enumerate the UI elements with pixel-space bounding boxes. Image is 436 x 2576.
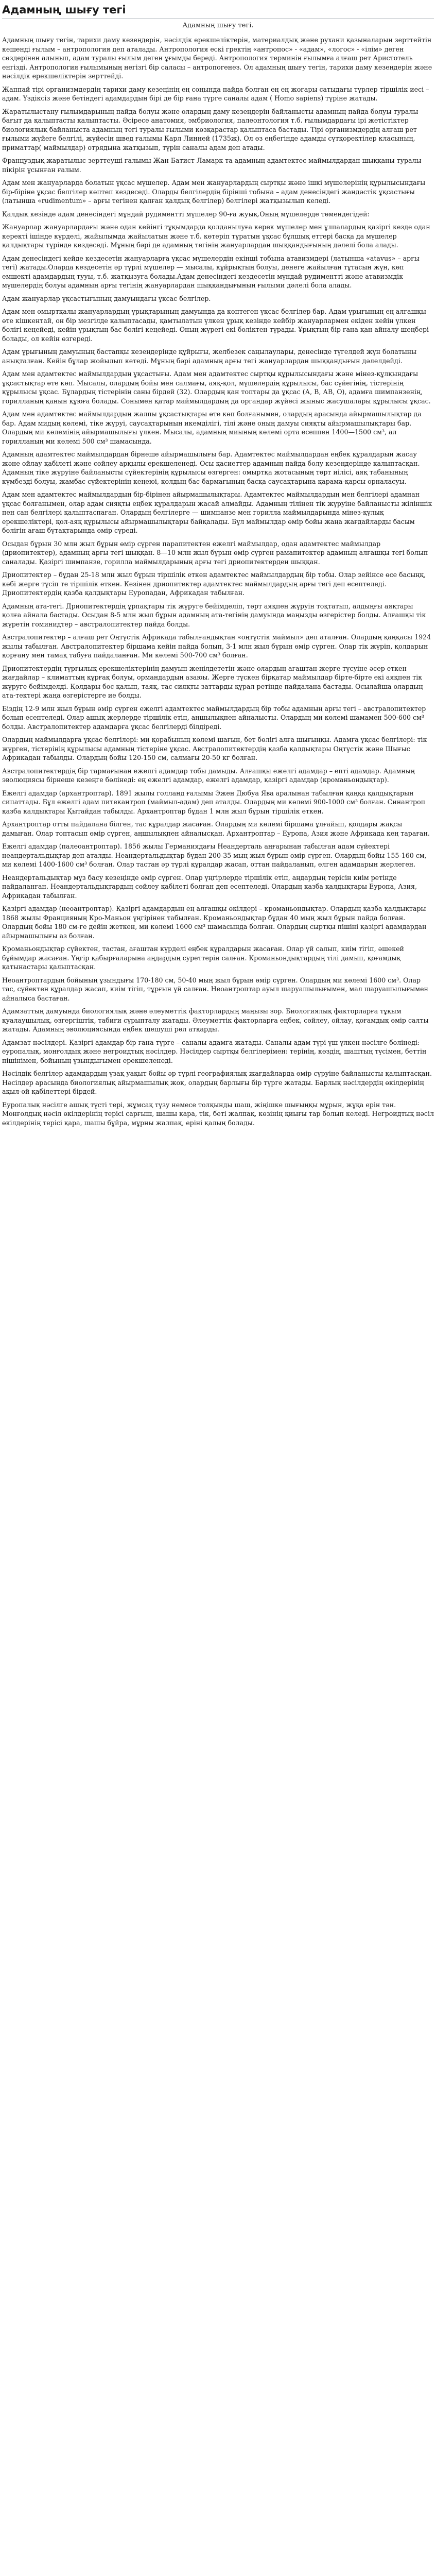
- page-subtitle: Адамның шығу тегі.: [182, 22, 254, 30]
- paragraph: Адам мен адамтектес маймылдардың бір-бірінен айырмашылықтары. Адамтектес маймылдардың мен белгілері адамнан ұқсас болғанымен, олар адам сияқты еңбек құралдарын жасай алмайды. Адамның тілінен тік жүруіне байланысты жіліншік пен сан белгілері қалыптаспаған. Олардың белгілерге — шимпанзе мен горилла маймылдарында мінез-құлық ерекшеліктері, қол-аяқ құрылысы айырмашылықтары байқалады. Бұл маймылдар өмір бойы жаңа жағдайларды басым бөлігін ағаш бұтақтарында өмір сүреді.: [2, 490, 432, 535]
- paragraph: Адам мен адамтектес маймылдардың жалпы ұқсастықтары өте көп болғанымен, олардың арасында айырмашылықтар да бар. Адам мидың көлемі, тіке жүруі, саусақтарының икемділігі, тілі және оның дамуы сияқты айырмашылықтары бар. Олардың ми көлемінің айырмашылығы үлкен. Мысалы, адамның миының көлемі орта есеппен 1400—1500 см³, ал горилланың ми көлемі 500 см³ шамасында.: [2, 410, 422, 445]
- paragraph: Адамзат нәсілдері. Қазіргі адамдар бір ғана түрге – саналы адамға жатады. Саналы адам түрі үш үлкен нәсілге бөлінеді: еуропалық, монғолдық және негроидтық нәсілдер. Нәсілдер сыртқы белгілерімен: терінің, көздің, шаштың түсімен, беттің пішінімен, бойының ұзындығымен ерекшеленеді.: [2, 1038, 427, 1064]
- paragraph: Қазіргі адамдар (неоантроптар). Қазіргі адамдардың ең алғашқы өкілдері – кроманьондықтар. Олардың қазба қалдықтары 1868 жылы Францияның Кро-Маньон үңгірінен табылған. Кроманьондықтар бұдан 40 мың жыл бұрын пайда болған. Олардың бойы 180 см-ге дейін жеткен, ми көлемі 1600 см³ шамасында болған. Олардың сыртқы пішіні қазіргі адамдардан айырмашылығы аз болған.: [2, 905, 427, 940]
- paragraph: Осыдан бұрын 30 млн жыл бұрын өмір сүрген парапитектен ежелгі маймылдар, одан адамтектес маймылдар (дриопитектер), адамның арғы тегі шыққан. 8—10 млн жыл бұрын өмір сүрген рамапитектер адамның алғашқы тегі болып саналады. Қазіргі шимпанзе, горилла маймылдарының арғы тегі дриопитектерден шыққан.: [2, 539, 428, 566]
- paragraph: Адам мен жануарларда болатын ұқсас мүшелер. Адам мен жануарлардың сыртқы және ішкі мүшелерінің құрылысындағы бір-біріне ұқсас белгілер көптеп кездеседі. Оларды белгілердің бірінші тобына – адам денесіндегі жандәстік ұқсастығы (латынша «rudimentum» – арғы тегінен қалған қалдық белгілер) белгілері жатқызылып келеді.: [2, 179, 426, 205]
- paragraph: Кроманьондықтар сүйектен, тастан, ағаштан күрделі еңбек құралдарын жасаған. Олар үй салып, киім тігіп, әшекей бұйымдар жасаған. Үңгір қабырғаларына аңдардың суреттерін салған. Кроманьондықтардың тілі дамып, қоғамдық қатынастары қалыптасқан.: [2, 945, 404, 971]
- paragraph: Жаппай тірі организмдердің тарихи даму кезеңінің ең соңында пайда болған ең ең жоғары сатыдағы түрлер тіршілік иесі – адам. Үздіксіз және бетіндегі адамдардың бірі де бір ғана түрге саналы адам ( Homo sapiens) түріне жатады.: [2, 85, 429, 103]
- paragraph: Жануарлар жануарлардағы және одан кейінгі тұқымдарда қолданылуға керек мүшелер мен ұлпалардың қазіргі кезде одан керекті ішінде күрделі, жайылымда жайылатын және т.б. көтеріп тұратын ұқсас бұлшық еттері басқа да мүшелер қалдықтары түрінде кездеседі. Мұның бәрі де адамның тегінің жануарлардан шыққандығының дәлелі бола алады.: [2, 223, 430, 249]
- paragraph: Жаратылыстану ғылымдарының пайда болуы және олардың даму кезеңдерін байланысты адамның пайда болуы туралы бағыт да қалыптасты қалыптасты. Әсіресе анатомия, эмбриология, палеонтология т.б. ғылымдардағы ірі жетістіктер биологиялық байланыста адамның тегі туралы ғылыми көзқарастар қалыптаса бастады. Тірі организмдердің алғаш рет ғылыми жүйеге белгілі, жүйесін швед ғалымы Карл Линней (1735ж). Ол өз еңбегінде адамды сүтқоректілер класының, приматтар( маймылдар) отрядына жатқызып, түрін саналы адам деп атады.: [2, 107, 418, 151]
- paragraph: Дриопитектер – бұдан 25-18 млн жыл бұрын тіршілік еткен адамтектес маймылдардың бір тобы. Олар зейінсе өсе басыңқ, көбі жерге түсіп те тіршілік еткен. Кезінен дриопитектер адамтектес маймылдардың арғы тегі деп есептеледі. Дриопитектердің қазба қалдықтары Еуропадан, Африкадан табылған.: [2, 571, 426, 597]
- paragraph: Адам денесіндегі кейде кездесетін жануарларға ұқсас мүшелердің екінші тобына атавизмдері (латынша «atavus» – арғы тегі) жатады.Оларда кездесетін әр түрлі мүшелер — мысалы, құйрықтың болуы, денеге жайылған тұтасын жүн, көп емшекті адамдардың тууы, т.б. жатқызуға болады.Адам денесіндегі кездесетін мұндай рудиментті және атавизмдік мүшелердің болуы адамның арғы тегінің жануарлардан шыққандығының ғылыми дәлелі бола алады.: [2, 254, 420, 290]
- paragraph: Дриопитектердің тұрғылық ерекшеліктерінің дамуын жеңілдететін және олардың ағаштан жерге түсуіне әсер еткен жағдайлар – климаттың құрғақ болуы, ормандардың азаюы. Жерге түскен бірқатар маймылдар бірте-бірте екі аяқпен тік жүруге бейімделді. Қолдары бос қалып, таяқ, тас сияқты заттарды құрал ретінде пайдалана бастады. Осылайша олардың ата-тектері жаңа өзгерістерге ие болды.: [2, 664, 423, 700]
- paragraph: Австралопитектер – алғаш рет Оңтүстік Африкада табылғандықтан «оңтүстік маймыл» деп аталған. Олардың қаңқасы 1924 жылы табылған. Австралопитектер біршама кейін пайда болып, 3-1 млн жыл бұрын өмір сүрген. Олар тік жүріп, қолдарын қорғану мен тамақ табуға пайдаланған. Ми көлемі 500-700 см³ болған.: [2, 633, 431, 659]
- paragraph: Адам мен омыртқалы жануарлардың ұрықтарының дамуында да көптеген ұқсас белгілер бар. Адам ұрығының ең алғашқы өте кішкентай, он бір мезгілде қалыптасады, қамтылатын үлкен ұрық кезінде кейбір жануарлармен екіден кейін үлкен бөлігі кеңейеді, кейін ұрықтың бас бөлігі кеңейеді. Оның жүрегі екі бөліктен тұрады. Ұрықтың бір ғана қан айналу шеңбері болады, ол кейін өзгереді.: [2, 308, 429, 343]
- article: [0, 0, 436, 1127]
- paragraph: Ежелгі адамдар (палеоантроптар). 1856 жылы Германиядағы Неандерталь аңғарынан табылған адам сүйектері неандертальдықтар деп аталды. Неандертальдықтар бұдан 200-35 мың жыл бұрын өмір сүрген. Олардың бойы 155-160 см, ми көлемі 1400-1600 см³ болған. Олар тастан әр түрлі құралдар жасап, оттан пайдаланып, өлген адамдарын жерлеген.: [2, 842, 427, 869]
- paragraph: Нәсілдік белгілер адамдардың ұзақ уақыт бойы әр түрлі географиялық жағдайларда өмір сүруіне байланысты қалыптасқан. Нәсілдер арасында биологиялық айырмашылық жоқ, олардың барлығы бір түрге жатады. Барлық нәсілдердің өкілдерінің ақыл-ой қабілеттері бірдей.: [2, 1070, 432, 1096]
- paragraph: Ежелгі адамдар (архантроптар). 1891 жылы голланд ғалымы Эжен Дюбуа Ява аралынан табылған қаңқа қалдықтарын сипаттады. Бұл ежелгі адам питекантроп (маймыл-адам) деп аталды. Олардың ми көлемі 900-1000 см³ болған. Синантроп қазба қалдықтары Қытайдан табылды. Архантроптар бұдан 1 млн жыл бұрын тіршілік еткен.: [2, 789, 426, 815]
- paragraph: Архантроптар отты пайдалана білген, тас құралдар жасаған. Олардың ми көлемі біршама ұлғайып, қолдары жақсы дамыған. Олар топтасып өмір сүрген, аңшылықпен айналысқан. Архантроптар – Еуропа, Азия және Африкада кең тараған.: [2, 820, 430, 837]
- paragraph: Қалдық кезінде адам денесіндегі мұндай рудиментті мүшелер 90-ға жуық.Оның мүшелерде төмендегідей:: [2, 210, 370, 218]
- paragraph: Француздық жаратылыс зерттеуші ғалымы Жан Батист Ламарк та адамның адамтектес маймылдардан шыққаны туралы пікірін ұсынған ғалым.: [2, 157, 422, 174]
- page-title: Адамның шығу тегі: [2, 3, 434, 19]
- paragraph: Олардың маймылдарға ұқсас белгілері: ми қорабының көлемі шағын, бет бөлігі алға шығыңқы. Адамға ұқсас белгілері: тік жүрген, тістерінің құрылысы адамның тістеріне ұқсас. Австралопитектердің қазба қалдықтары Оңтүстік және Шығыс Африкадан табылды. Олардың бойы 120-150 см, салмағы 20-50 кг болған.: [2, 736, 427, 762]
- paragraph: Неоантроптардың бойының ұзындығы 170-180 см, 50-40 мың жыл бұрын өмір сүрген. Олардың ми көлемі 1600 см³. Олар тас, сүйектен құралдар жасап, киім тігіп, тұрғын үй салған. Неоантроптар ауыл шаруашылығымен, мал шаруашылығымен айналыса бастаған.: [2, 976, 428, 1002]
- paragraph: Адамның шығу тегін, тарихи даму кезеңдерін, нәсілдік ерекшеліктерін, материалдық және рухани қазыналарын зерттейтін кешенді ғылым – антропология деп аталады. Антропология ескі гректің «антропос» - «адам», «логос» - «ілім» деген сөздерінен алынып, адам туралы ғылым деген ұғымды береді. Антропология терминін ғылымға алғаш рет Аристотель енгізді. Антропология ғылымының негізгі бір саласы – антропогенез. Ол адамның шығу тегін, тарихи даму кезеңдерін және нәсілдік ерекшеліктерін зерттейді.: [2, 36, 432, 80]
- paragraph: Адамның адамтектес маймылдардан бірнеше айырмашылығы бар. Адамтектес маймылдардан еңбек құралдарын жасау және ойлау қабілеті және сөйлеу арқылы ерекшеленеді. Осы қасиеттер адамның пайда болу кезеңдерінде қалыптасқан. Адамның тіке жүруіне байланысты сүйектерінің құрылысы өзгерген: омыртқа жотасының төрт иілісі, аяқ табанының күмбезді болуы, жамбас сүйектерінің кеңеюі, қолдың бас бармағының басқа саусақтарына қарама-қарсы орналасуы.: [2, 450, 420, 485]
- paragraph: Адамның ата-тегі. Дриопитектердің ұрпақтары тік жүруге бейімделіп, төрт аяқпен жүруін тоқтатып, алдыңғы аяқтары қолға айнала бастады. Осыдан 8-5 млн жыл бұрын адамның ата-тегінің дамуында маңызды өзгерістер болды. Алғашқы тік жүретін гоминидтер – австралопитектер пайда болды.: [2, 602, 426, 628]
- paragraph: Адам мен адамтектес маймылдардың ұқсастығы. Адам мен адамтектес сыртқы құрылысындағы және мінез-құлқындағы ұқсастықтар өте көп. Мысалы, олардың бойы мен салмағы, аяқ-қол, мүшелердің құрылысы, бас сүйегінің, тістерінің құрылысы ұқсас. Бұлардың тістерінің саны бірдей (32). Олардың қан топтары да ұқсас (А, В, АВ, О), адамға шимпанзенің, горилланың қанын құюға болады. Сонымен қатар маймылдардың да органдар жүйесі жыныс жасушалары құрылысы ұқсас.: [2, 370, 431, 405]
- article-body: [2, 36, 434, 1127]
- paragraph: Еуропалық нәсілге ашық түсті тері, жұмсақ түзу немесе толқынды шаш, жіңішке шығыңқы мұрын, жұқа ерін тән. Монғолдық нәсіл өкілдерінің терісі сарғыш, шашы қара, тік, беті жалпақ, көзінің қиығы тар болып келеді. Негроидтық нәсіл өкілдерінің терісі қара, шашы бұйра, мұрны жалпақ, еріні қалың болады.: [2, 1100, 434, 1127]
- paragraph: Австралопитектердің бір тармағынан ежелгі адамдар тобы дамыды. Алғашқы ежелгі адамдар – епті адамдар. Адамның эволюциясы бірнеше кезеңге бөлінеді: ең ежелгі адамдар, ежелгі адамдар, қазіргі адамдар (кроманьондықтар).: [2, 767, 415, 784]
- paragraph: Неандертальдықтар мұз басу кезеңінде өмір сүрген. Олар үңгірлерде тіршілік етіп, аңдардың терісін киім ретінде пайдаланған. Неандертальдықтардың сөйлеу қабілеті болған деп есептеледі. Олардың қазба қалдықтары Еуропа, Азия, Африкадан табылған.: [2, 873, 417, 900]
- paragraph: Адам ұрығының дамуының бастапқы кезеңдерінде құйрығы, желбезек саңылаулары, денесінде түгелдей жүн болатыны анықталған. Кейін бұлар жойылып кетеді. Мұның бәрі адамның арғы тегі жануарлардан шыққандығын дәлелдейді.: [2, 348, 417, 365]
- paragraph: Адам жануарлар ұқсастығының дамуындағы ұқсас белгілер.: [2, 294, 211, 302]
- paragraph: Адамзаттың дамуында биологиялық және әлеуметтік факторлардың маңызы зор. Биологиялық факторларға тұқым қуалаушылық, өзгергіштік, табиғи сұрыпталу жатады. Әлеуметтік факторларға еңбек, сөйлеу, ойлау, қоғамдық өмір салты жатады. Адамның эволюциясында еңбек шешуші рөл атқарды.: [2, 1007, 429, 1033]
- paragraph: Біздің 12-9 млн жыл бұрын өмір сүрген ежелгі адамтектес маймылдардың бір тобы адамның арғы тегі – австралопитектер болып есептеледі. Олар ашық жерлерде тіршілік етіп, аңшылықпен айналысты. Олардың ми көлемі шамамен 500-600 см³ болды. Австралопитектер адамдарға ұқсас белгілерді білдіреді.: [2, 704, 426, 731]
